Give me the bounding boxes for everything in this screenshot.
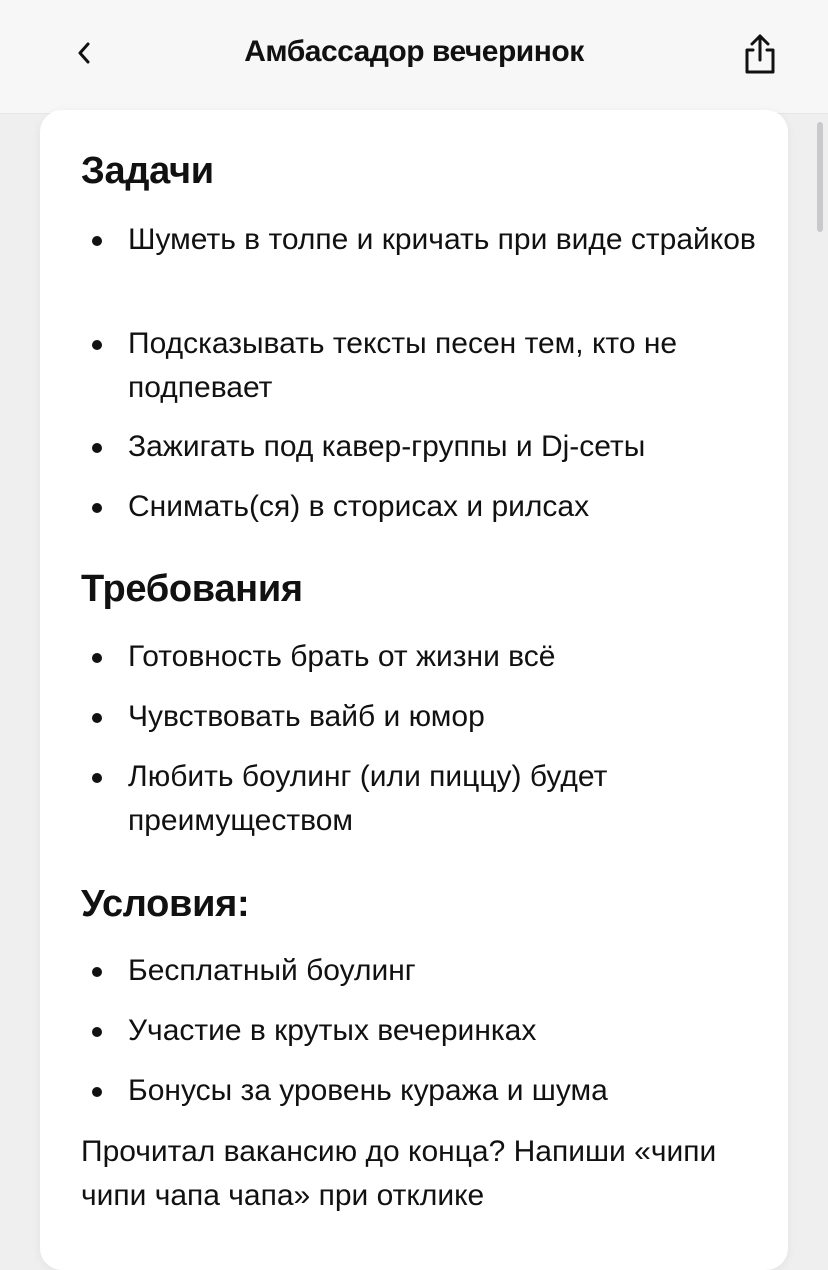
- list-item: Снимать(ся) в сторисах и рилсах: [128, 490, 590, 523]
- list-item: Бонусы за уровень куража и шума: [128, 1074, 608, 1107]
- top-nav-bar: [0, 0, 828, 114]
- list-item: Любить боулинг (или пиццу) будет преимуществом: [128, 760, 608, 837]
- bullet-dot: [92, 967, 102, 977]
- bullet-dot: [92, 653, 102, 663]
- section-heading-requirements: Требования: [81, 568, 303, 610]
- page-title: Амбассадор вечеринок: [244, 35, 584, 68]
- scrollbar[interactable]: [817, 122, 823, 232]
- bullet-dot: [92, 503, 102, 513]
- list-item: Чувствовать вайб и юмор: [128, 700, 485, 733]
- section-heading-tasks: Задачи: [81, 150, 214, 192]
- list-item: Готовность брать от жизни всё: [128, 640, 556, 673]
- bullet-dot: [92, 340, 102, 350]
- share-button[interactable]: [732, 26, 788, 82]
- bullet-dot: [92, 236, 102, 246]
- bullet-dot: [92, 1027, 102, 1037]
- list-item: Подсказывать тексты песен тем, кто не подпевает: [128, 327, 678, 404]
- list-item: Шуметь в толпе и кричать при виде страйков: [128, 223, 756, 256]
- share-icon: [742, 33, 778, 75]
- bullet-dot: [92, 1087, 102, 1097]
- bullet-dot: [92, 713, 102, 723]
- bullet-dot: [92, 443, 102, 453]
- list-item: Участие в крутых вечеринках: [128, 1014, 537, 1047]
- list-item: Бесплатный боулинг: [128, 954, 416, 987]
- section-heading-conditions: Условия:: [81, 883, 250, 925]
- list-item: Зажигать под кавер-группы и Dj-сеты: [128, 430, 646, 463]
- footer-note: Прочитал вакансию до конца? Напиши «чипи чипи чапа чапа» при отклике: [81, 1135, 717, 1212]
- bullet-dot: [92, 773, 102, 783]
